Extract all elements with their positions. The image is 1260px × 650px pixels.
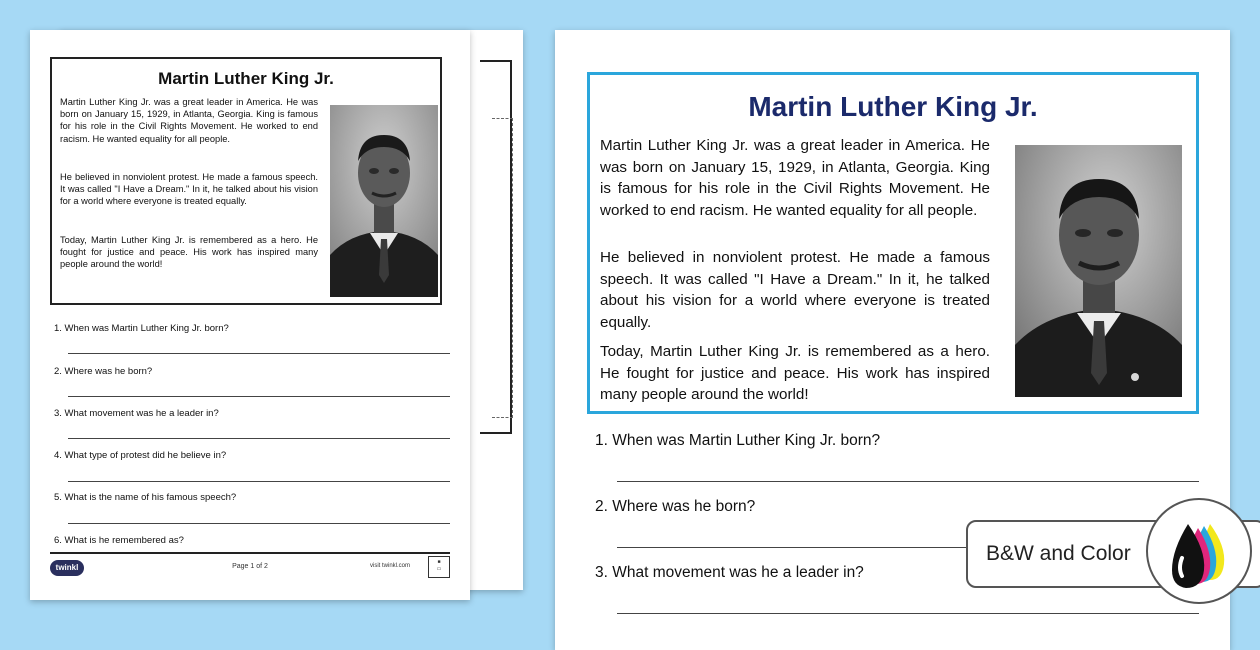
visit-text: visit twinkl.com xyxy=(370,563,411,569)
answer-line-1[interactable] xyxy=(68,353,450,354)
question-1: 1. When was Martin Luther King Jr. born? xyxy=(54,323,229,334)
question-3: 3. What movement was he a leader in? xyxy=(595,564,864,581)
back-page-dashed-frame xyxy=(492,118,513,418)
question-2: 2. Where was he born? xyxy=(595,498,756,515)
footer-badge-icon: ■ ▭ xyxy=(428,556,450,578)
bw-and-color-badge xyxy=(966,520,1260,588)
ink-drops-icon xyxy=(1144,496,1254,611)
mlk-portrait-photo xyxy=(330,105,438,297)
passage-paragraph-2: He believed in nonviolent protest. He made a famous speech. It was called "I Have a Dream." In it, he talked about his vision for a world where everyone is treated equally. xyxy=(600,249,990,331)
question-4: 4. What type of protest did he believe in? xyxy=(54,450,227,461)
passage-paragraph-2: He believed in nonviolent protest. He made a famous speech. It was called "I Have a Dream." In it, he talked about his vision for a world where everyone is treated equally. xyxy=(60,172,318,207)
answer-line-5[interactable] xyxy=(68,523,450,524)
answer-line-3[interactable] xyxy=(68,438,450,439)
answer-line-4[interactable] xyxy=(68,481,450,482)
answer-line-1[interactable] xyxy=(617,481,1199,482)
worksheet-title: Martin Luther King Jr. xyxy=(158,69,334,88)
twinkl-logo: twinkl xyxy=(50,560,84,576)
question-1: 1. When was Martin Luther King Jr. born? xyxy=(595,432,881,449)
worksheet-title: Martin Luther King Jr. xyxy=(748,91,1038,122)
question-3: 3. What movement was he a leader in? xyxy=(54,408,219,419)
worksheet-preview-small xyxy=(30,30,470,600)
question-6: 6. What is he remembered as? xyxy=(54,535,184,546)
answer-line-3[interactable] xyxy=(617,613,1199,614)
mlk-portrait-photo xyxy=(1015,145,1182,397)
answer-line-2[interactable] xyxy=(68,396,450,397)
reading-passage-box xyxy=(50,57,442,305)
footer-rule xyxy=(50,552,450,554)
question-5: 5. What is the name of his famous speech? xyxy=(54,492,237,503)
reading-passage-box xyxy=(587,72,1199,414)
question-2: 2. Where was he born? xyxy=(54,366,153,377)
passage-paragraph-1: Martin Luther King Jr. was a great leader in America. He was born on January 15, 1929, in Atlanta, Georgia. King is famous for his role in the Civil Rights Movement. He worked to end racism. He wanted equality for all people. xyxy=(60,97,318,144)
passage-paragraph-3: Today, Martin Luther King Jr. is remembered as a hero. He fought for justice and peace. His work has inspired many people around the world! xyxy=(600,343,990,404)
passage-paragraph-3: Today, Martin Luther King Jr. is remembered as a hero. He fought for justice and peace. His work has inspired many people around the world! xyxy=(60,235,318,270)
passage-paragraph-1: Martin Luther King Jr. was a great leader in America. He was born on January 15, 1929, in Atlanta, Georgia. King is famous for his role in the Civil Rights Movement. He worked to end racism. He wanted equality for all people. xyxy=(600,137,990,219)
page-number: Page 1 of 2 xyxy=(232,563,268,570)
bw-and-color-label: B&W and Color xyxy=(986,542,1131,565)
